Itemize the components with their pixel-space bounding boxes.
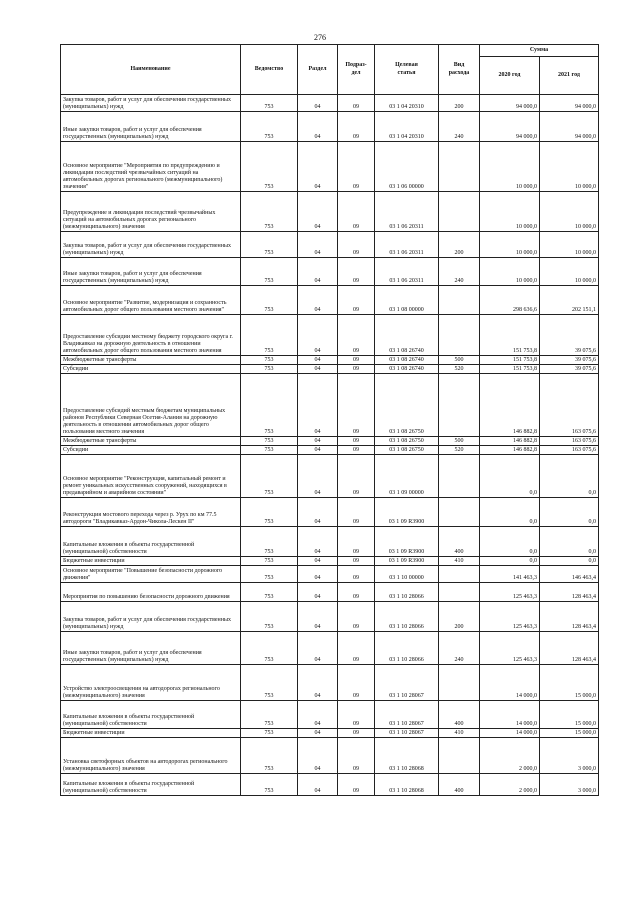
- cell-2021: 15 000,0: [540, 665, 599, 701]
- cell-name: Бюджетные инвестиции: [61, 557, 241, 566]
- cell-section: 04: [298, 701, 338, 729]
- table-row: [61, 527, 599, 557]
- cell-name: Иные закупки товаров, работ и услуг для обеспечения государственных (муниципальных) нужд: [61, 258, 241, 286]
- cell-dept: 753: [241, 557, 298, 566]
- cell-dept: 753: [241, 374, 298, 437]
- table-row: [61, 192, 599, 232]
- table-body: [61, 95, 599, 796]
- cell-section: 04: [298, 365, 338, 374]
- cell-subsection: 09: [338, 365, 375, 374]
- cell-section: 04: [298, 498, 338, 527]
- cell-subsection: 09: [338, 95, 375, 112]
- cell-2020: 94 000,0: [480, 112, 540, 142]
- cell-2021: 94 000,0: [540, 95, 599, 112]
- cell-2020: 298 636,6: [480, 286, 540, 315]
- cell-target: 03 1 06 00000: [375, 142, 439, 192]
- cell-2020: 2 000,0: [480, 774, 540, 796]
- cell-exp-type: [439, 315, 480, 356]
- cell-2020: 146 882,8: [480, 374, 540, 437]
- cell-2021: 202 151,1: [540, 286, 599, 315]
- header-sum: Сумма: [480, 45, 599, 57]
- cell-dept: 753: [241, 446, 298, 455]
- cell-dept: 753: [241, 286, 298, 315]
- cell-exp-type: [439, 583, 480, 602]
- cell-section: 04: [298, 557, 338, 566]
- cell-exp-type: 410: [439, 729, 480, 738]
- cell-section: 04: [298, 286, 338, 315]
- cell-2020: 14 000,0: [480, 665, 540, 701]
- header-dept: Ведомство: [241, 45, 298, 95]
- cell-2020: 125 463,3: [480, 632, 540, 665]
- cell-subsection: 09: [338, 701, 375, 729]
- cell-target: 03 1 06 20311: [375, 258, 439, 286]
- cell-section: 04: [298, 356, 338, 365]
- cell-name: Предоставление субсидий местным бюджетам муниципальных районов Республики Северная Осетия-Алания на дорожную деятельность в отношении автомобильных дорог общего пользования местного значения: [61, 374, 241, 437]
- cell-exp-type: 240: [439, 258, 480, 286]
- cell-section: 04: [298, 738, 338, 774]
- cell-exp-type: [439, 142, 480, 192]
- table-row: [61, 557, 599, 566]
- cell-2021: 0,0: [540, 455, 599, 498]
- cell-2021: 39 075,6: [540, 315, 599, 356]
- cell-exp-type: 240: [439, 632, 480, 665]
- cell-name: Основное мероприятие "Реконструкция, капитальный ремонт и ремонт уникальных искусственных сооружений, находящихся в предаварийном и аварийном состоянии": [61, 455, 241, 498]
- cell-target: 03 1 10 28067: [375, 665, 439, 701]
- cell-2020: 10 000,0: [480, 142, 540, 192]
- table-row: [61, 356, 599, 365]
- cell-subsection: 09: [338, 232, 375, 258]
- header-exp-type: Вид расхода: [439, 45, 480, 95]
- cell-exp-type: 500: [439, 356, 480, 365]
- cell-dept: 753: [241, 365, 298, 374]
- cell-2021: 0,0: [540, 527, 599, 557]
- cell-name: Иные закупки товаров, работ и услуг для обеспечения государственных (муниципальных) нужд: [61, 632, 241, 665]
- cell-2021: 146 463,4: [540, 566, 599, 583]
- table-row: [61, 498, 599, 527]
- cell-2020: 14 000,0: [480, 729, 540, 738]
- table-row: [61, 701, 599, 729]
- cell-section: 04: [298, 527, 338, 557]
- cell-section: 04: [298, 258, 338, 286]
- cell-2021: 163 075,6: [540, 374, 599, 437]
- cell-2020: 151 753,8: [480, 365, 540, 374]
- cell-target: 03 1 10 28066: [375, 632, 439, 665]
- cell-name: Реконструкция мостового перехода через р. Урух по км 77.5 автодороги "Владикавказ-Ардон-Чикола-Лескен II": [61, 498, 241, 527]
- cell-name: Капитальные вложения в объекты государственной (муниципальной) собственности: [61, 701, 241, 729]
- cell-exp-type: [439, 566, 480, 583]
- cell-section: 04: [298, 232, 338, 258]
- cell-name: Основное мероприятие "Развитие, модернизация и сохранность автомобильных дорог общего пользования местного значения": [61, 286, 241, 315]
- cell-2021: 39 075,6: [540, 365, 599, 374]
- cell-target: 03 1 06 20311: [375, 232, 439, 258]
- cell-2020: 10 000,0: [480, 232, 540, 258]
- cell-name: Основное мероприятие "Повышение безопасности дорожного движения": [61, 566, 241, 583]
- header-2021: 2021 год: [540, 57, 599, 95]
- cell-exp-type: 400: [439, 527, 480, 557]
- cell-exp-type: 520: [439, 446, 480, 455]
- cell-target: 03 1 10 00000: [375, 566, 439, 583]
- cell-section: 04: [298, 566, 338, 583]
- cell-2020: 125 463,3: [480, 602, 540, 632]
- cell-exp-type: 200: [439, 232, 480, 258]
- cell-2020: 151 753,8: [480, 356, 540, 365]
- table-row: [61, 315, 599, 356]
- cell-2020: 10 000,0: [480, 258, 540, 286]
- cell-target: 03 1 04 20310: [375, 112, 439, 142]
- cell-subsection: 09: [338, 774, 375, 796]
- cell-section: 04: [298, 446, 338, 455]
- cell-subsection: 09: [338, 258, 375, 286]
- cell-name: Капитальные вложения в объекты государственной (муниципальной) собственности: [61, 527, 241, 557]
- cell-target: 03 1 09 R3900: [375, 498, 439, 527]
- cell-dept: 753: [241, 498, 298, 527]
- cell-dept: 753: [241, 95, 298, 112]
- cell-section: 04: [298, 437, 338, 446]
- cell-section: 04: [298, 583, 338, 602]
- cell-name: Мероприятия по повышению безопасности дорожного движения: [61, 583, 241, 602]
- cell-exp-type: [439, 374, 480, 437]
- table-row: [61, 455, 599, 498]
- cell-2021: 15 000,0: [540, 701, 599, 729]
- cell-name: Предоставление субсидии местному бюджету городского округа г. Владикавказ на дорожную деятельность в отношении автомобильных дорог общего пользования местного значения: [61, 315, 241, 356]
- cell-subsection: 09: [338, 665, 375, 701]
- cell-dept: 753: [241, 437, 298, 446]
- cell-name: Иные закупки товаров, работ и услуг для обеспечения государственных (муниципальных) нужд: [61, 112, 241, 142]
- table-row: [61, 232, 599, 258]
- cell-name: Основное мероприятие "Мероприятия по предупреждению и ликвидации последствий чрезвычайных ситуаций на автомобильных дорогах регионального (межмуниципального) значения": [61, 142, 241, 192]
- cell-2021: 128 463,4: [540, 583, 599, 602]
- cell-target: 03 1 08 26750: [375, 437, 439, 446]
- cell-dept: 753: [241, 738, 298, 774]
- cell-dept: 753: [241, 192, 298, 232]
- cell-section: 04: [298, 632, 338, 665]
- cell-exp-type: [439, 738, 480, 774]
- cell-subsection: 09: [338, 437, 375, 446]
- cell-exp-type: [439, 665, 480, 701]
- cell-subsection: 09: [338, 583, 375, 602]
- header-subsection: Подраз- дел: [338, 45, 375, 95]
- table-row: [61, 95, 599, 112]
- cell-target: 03 1 08 26750: [375, 374, 439, 437]
- cell-target: 03 1 09 R3900: [375, 557, 439, 566]
- cell-dept: 753: [241, 142, 298, 192]
- cell-name: Закупка товаров, работ и услуг для обеспечения государственных (муниципальных) нужд: [61, 602, 241, 632]
- cell-subsection: 09: [338, 286, 375, 315]
- cell-subsection: 09: [338, 566, 375, 583]
- cell-dept: 753: [241, 602, 298, 632]
- header-target: Целевая статья: [375, 45, 439, 95]
- page-number: 276: [314, 33, 326, 42]
- cell-name: Установка светофорных объектов на автодорогах регионального (межмуниципального) значения: [61, 738, 241, 774]
- cell-exp-type: 500: [439, 437, 480, 446]
- cell-subsection: 09: [338, 455, 375, 498]
- header-section: Раздел: [298, 45, 338, 95]
- cell-dept: 753: [241, 566, 298, 583]
- cell-dept: 753: [241, 729, 298, 738]
- cell-exp-type: [439, 455, 480, 498]
- cell-subsection: 09: [338, 192, 375, 232]
- cell-target: 03 1 06 20311: [375, 192, 439, 232]
- cell-2020: 0,0: [480, 557, 540, 566]
- cell-target: 03 1 10 28068: [375, 738, 439, 774]
- table-row: [61, 602, 599, 632]
- table-row: [61, 583, 599, 602]
- cell-2021: 10 000,0: [540, 192, 599, 232]
- cell-subsection: 09: [338, 738, 375, 774]
- table-row: [61, 374, 599, 437]
- cell-target: 03 1 10 28068: [375, 774, 439, 796]
- cell-section: 04: [298, 142, 338, 192]
- cell-dept: 753: [241, 315, 298, 356]
- cell-exp-type: [439, 192, 480, 232]
- cell-dept: 753: [241, 632, 298, 665]
- cell-2021: 163 075,6: [540, 446, 599, 455]
- cell-target: 03 1 09 00000: [375, 455, 439, 498]
- cell-name: Межбюджетные трансферты: [61, 356, 241, 365]
- cell-target: 03 1 08 26740: [375, 356, 439, 365]
- cell-2020: 94 000,0: [480, 95, 540, 112]
- cell-name: Капитальные вложения в объекты государственной (муниципальной) собственности: [61, 774, 241, 796]
- cell-section: 04: [298, 455, 338, 498]
- table-row: [61, 665, 599, 701]
- cell-target: 03 1 10 28066: [375, 602, 439, 632]
- cell-dept: 753: [241, 112, 298, 142]
- cell-name: Субсидии: [61, 446, 241, 455]
- cell-2020: 146 882,8: [480, 446, 540, 455]
- cell-name: Межбюджетные трансферты: [61, 437, 241, 446]
- cell-2021: 10 000,0: [540, 258, 599, 286]
- cell-name: Закупка товаров, работ и услуг для обеспечения государственных (муниципальных) нужд: [61, 95, 241, 112]
- table-row: [61, 112, 599, 142]
- cell-subsection: 09: [338, 602, 375, 632]
- cell-target: 03 1 04 20310: [375, 95, 439, 112]
- cell-exp-type: 400: [439, 774, 480, 796]
- cell-exp-type: 520: [439, 365, 480, 374]
- cell-subsection: 09: [338, 557, 375, 566]
- table-row: [61, 738, 599, 774]
- cell-2021: 3 000,0: [540, 738, 599, 774]
- budget-table: [60, 44, 599, 796]
- cell-2021: 10 000,0: [540, 142, 599, 192]
- cell-dept: 753: [241, 258, 298, 286]
- header-2020: 2020 год: [480, 57, 540, 95]
- cell-name: Субсидии: [61, 365, 241, 374]
- cell-exp-type: 400: [439, 701, 480, 729]
- cell-target: 03 1 10 28067: [375, 729, 439, 738]
- table-row: [61, 258, 599, 286]
- table-row: [61, 286, 599, 315]
- cell-2021: 15 000,0: [540, 729, 599, 738]
- cell-2020: 2 000,0: [480, 738, 540, 774]
- table-row: [61, 566, 599, 583]
- cell-2020: 146 882,8: [480, 437, 540, 446]
- cell-2020: 14 000,0: [480, 701, 540, 729]
- cell-dept: 753: [241, 356, 298, 365]
- cell-section: 04: [298, 192, 338, 232]
- cell-2021: 0,0: [540, 557, 599, 566]
- table-row: [61, 774, 599, 796]
- cell-name: Бюджетные инвестиции: [61, 729, 241, 738]
- cell-subsection: 09: [338, 729, 375, 738]
- cell-2020: 0,0: [480, 498, 540, 527]
- cell-2021: 0,0: [540, 498, 599, 527]
- cell-name: Предупреждение и ликвидация последствий чрезвычайных ситуаций на автомобильных дорогах регионального (межмуниципального) значения: [61, 192, 241, 232]
- cell-target: 03 1 08 00000: [375, 286, 439, 315]
- table-row: [61, 365, 599, 374]
- cell-subsection: 09: [338, 142, 375, 192]
- cell-name: Закупка товаров, работ и услуг для обеспечения государственных (муниципальных) нужд: [61, 232, 241, 258]
- cell-target: 03 1 08 26740: [375, 315, 439, 356]
- cell-2020: 141 463,3: [480, 566, 540, 583]
- cell-name: Устройство электроосвещения на автодорогах регионального (межмуниципального) значения: [61, 665, 241, 701]
- cell-2021: 94 000,0: [540, 112, 599, 142]
- header-name: Наименование: [61, 45, 241, 95]
- cell-section: 04: [298, 729, 338, 738]
- cell-section: 04: [298, 665, 338, 701]
- cell-2020: 0,0: [480, 527, 540, 557]
- cell-section: 04: [298, 602, 338, 632]
- cell-exp-type: [439, 498, 480, 527]
- cell-dept: 753: [241, 701, 298, 729]
- cell-section: 04: [298, 315, 338, 356]
- cell-2020: 125 463,3: [480, 583, 540, 602]
- cell-dept: 753: [241, 665, 298, 701]
- table-row: [61, 437, 599, 446]
- cell-subsection: 09: [338, 527, 375, 557]
- table-row: [61, 142, 599, 192]
- cell-dept: 753: [241, 232, 298, 258]
- cell-dept: 753: [241, 455, 298, 498]
- cell-exp-type: 240: [439, 112, 480, 142]
- cell-exp-type: 410: [439, 557, 480, 566]
- cell-target: 03 1 08 26750: [375, 446, 439, 455]
- cell-dept: 753: [241, 527, 298, 557]
- cell-subsection: 09: [338, 356, 375, 365]
- cell-subsection: 09: [338, 374, 375, 437]
- cell-dept: 753: [241, 774, 298, 796]
- cell-section: 04: [298, 95, 338, 112]
- cell-target: 03 1 09 R3900: [375, 527, 439, 557]
- cell-2021: 163 075,6: [540, 437, 599, 446]
- cell-section: 04: [298, 774, 338, 796]
- cell-exp-type: 200: [439, 602, 480, 632]
- cell-subsection: 09: [338, 498, 375, 527]
- cell-2021: 128 463,4: [540, 602, 599, 632]
- cell-subsection: 09: [338, 446, 375, 455]
- cell-target: 03 1 10 28067: [375, 701, 439, 729]
- table-row: [61, 632, 599, 665]
- cell-2020: 151 753,8: [480, 315, 540, 356]
- cell-exp-type: [439, 286, 480, 315]
- cell-2021: 3 000,0: [540, 774, 599, 796]
- cell-section: 04: [298, 112, 338, 142]
- cell-dept: 753: [241, 583, 298, 602]
- cell-2020: 10 000,0: [480, 192, 540, 232]
- cell-2021: 39 075,6: [540, 356, 599, 365]
- cell-section: 04: [298, 374, 338, 437]
- cell-target: 03 1 08 26740: [375, 365, 439, 374]
- table-row: [61, 446, 599, 455]
- cell-subsection: 09: [338, 112, 375, 142]
- cell-exp-type: 200: [439, 95, 480, 112]
- table-row: [61, 729, 599, 738]
- cell-subsection: 09: [338, 632, 375, 665]
- cell-subsection: 09: [338, 315, 375, 356]
- cell-target: 03 1 10 28066: [375, 583, 439, 602]
- cell-2021: 10 000,0: [540, 232, 599, 258]
- cell-2021: 128 463,4: [540, 632, 599, 665]
- cell-2020: 0,0: [480, 455, 540, 498]
